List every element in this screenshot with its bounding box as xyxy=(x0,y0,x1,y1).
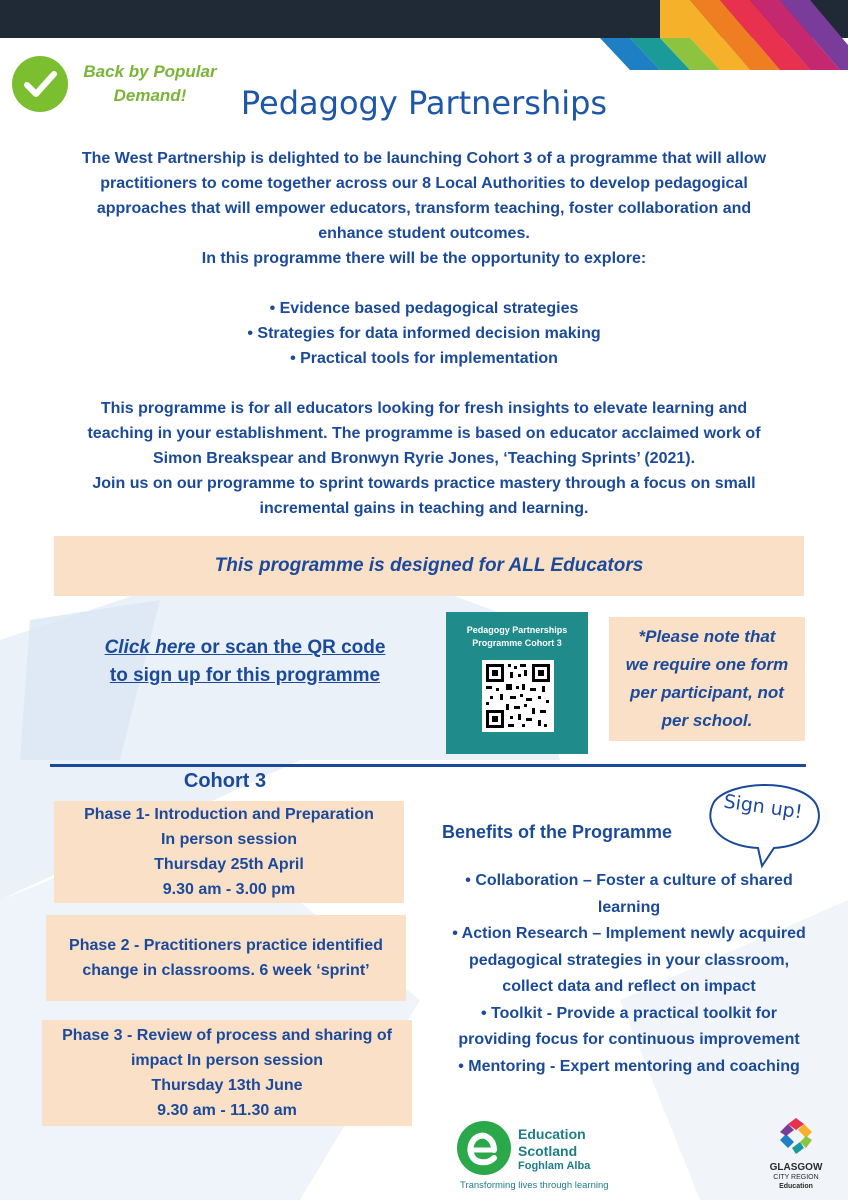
cohort-title: Cohort 3 xyxy=(183,770,267,792)
es-name-1: Education xyxy=(518,1126,586,1142)
phase-line: Phase 2 - Practitioners practice identified xyxy=(69,937,383,954)
glasgow-mark-icon xyxy=(776,1116,816,1156)
badge-line-2: Demand! xyxy=(113,86,187,105)
glasgow-line-2: CITY REGION xyxy=(773,1174,819,1181)
education-scotland-mark-icon xyxy=(456,1120,512,1176)
intro-bullet: • Strategies for data informed decision making xyxy=(247,325,601,342)
intro-bullet: • Practical tools for implementation xyxy=(290,350,558,367)
benefits-list xyxy=(424,868,834,1080)
benefit-line: learning xyxy=(597,898,661,916)
note-line: *Please note that xyxy=(638,627,776,646)
intro-line: enhance student outcomes. xyxy=(318,225,530,242)
signup-line-2: to sign up for this programme xyxy=(109,665,381,686)
benefit-line: • Collaboration – Foster a culture of shared xyxy=(465,872,793,889)
badge-line-1: Back by Popular xyxy=(83,62,217,81)
outro-line: This programme is for all educators looking for fresh insights to elevate learning and xyxy=(100,400,748,417)
benefit-line: • Mentoring - Expert mentoring and coaching xyxy=(458,1057,800,1075)
benefits-title: Benefits of the Programme xyxy=(442,822,673,842)
page-title: Pedagogy Partnerships xyxy=(240,84,608,122)
education-scotland-logo xyxy=(456,1120,609,1191)
benefit-line: collect data and reflect on impact xyxy=(502,978,756,995)
phase-line: impact In person session xyxy=(130,1052,324,1069)
education-scotland-name xyxy=(518,1126,586,1160)
phase-line: Phase 3 - Review of process and sharing of xyxy=(62,1027,392,1044)
outro-line: Simon Breakspear and Bronwyn Ryrie Jones, ‘Teaching Sprints’ (2021). xyxy=(152,450,696,467)
note-line: per school. xyxy=(661,711,753,730)
phase-line: 9.30 am - 11.30 am xyxy=(157,1102,297,1119)
one-form-note xyxy=(609,617,805,741)
outro-line: incremental gains in teaching and learning. xyxy=(259,500,589,517)
phase-line: In person session xyxy=(160,831,298,848)
phase-line: Phase 1- Introduction and Preparation xyxy=(84,806,374,823)
qr-title-line-2: Programme Cohort 3 xyxy=(472,638,562,648)
phase-3-box xyxy=(42,1020,412,1126)
phase-line: Thursday 25th April xyxy=(154,856,304,873)
qr-title-line-1: Pedagogy Partnerships xyxy=(466,625,568,635)
click-here-link[interactable]: Click here xyxy=(104,637,196,658)
glasgow-line-3: Education xyxy=(779,1183,813,1190)
outro-line: Join us on our programme to sprint towards practice mastery through a focus on small xyxy=(92,475,756,492)
es-tagline: Transforming lives through learning xyxy=(460,1180,609,1191)
phase-1-box xyxy=(54,801,404,903)
benefit-line: • Toolkit - Provide a practical toolkit for xyxy=(480,1004,777,1022)
qr-title xyxy=(446,624,588,650)
intro-line: The West Partnership is delighted to be launching Cohort 3 of a programme that will allow xyxy=(81,150,767,167)
outro-line: teaching in your establishment. The programme is based on educator acclaimed work of xyxy=(87,425,761,442)
qr-card[interactable] xyxy=(446,612,588,754)
note-line: we require one form xyxy=(625,655,789,674)
glasgow-line-1: GLASGOW xyxy=(769,1162,823,1173)
benefit-line: • Action Research – Implement newly acquired xyxy=(452,925,806,942)
intro-bullet: • Evidence based pedagogical strategies xyxy=(269,300,579,317)
phase-line: 9.30 am - 3.00 pm xyxy=(162,881,296,898)
phase-line: Thursday 13th June xyxy=(151,1077,303,1094)
intro-line: practitioners to come together across our 8 Local Authorities to develop pedagogical xyxy=(100,175,748,192)
intro-line: In this programme there will be the opportunity to explore: xyxy=(201,250,647,267)
intro-line: approaches that will empower educators, transform teaching, foster collaboration and xyxy=(96,200,752,217)
intro-text xyxy=(40,146,808,521)
note-line: per participant, not xyxy=(630,683,784,702)
es-name-2: Scotland xyxy=(518,1143,578,1159)
benefit-line: providing focus for continuous improvement xyxy=(458,1031,800,1048)
divider xyxy=(50,764,806,767)
phase-line: change in classrooms. 6 week ‘sprint’ xyxy=(82,962,370,979)
glasgow-city-region-logo xyxy=(760,1116,830,1196)
phase-2-box xyxy=(46,915,406,1001)
signup-rest: or scan the QR code xyxy=(195,637,386,658)
sign-up-bubble[interactable]: Sign up! xyxy=(722,790,804,824)
es-sub: Foghlam Alba xyxy=(518,1160,591,1172)
benefit-line: pedagogical strategies in your classroom, xyxy=(468,951,790,969)
qr-code[interactable] xyxy=(482,660,554,732)
signup-text xyxy=(80,634,410,690)
all-educators-banner: This programme is designed for ALL Educators xyxy=(54,536,804,596)
